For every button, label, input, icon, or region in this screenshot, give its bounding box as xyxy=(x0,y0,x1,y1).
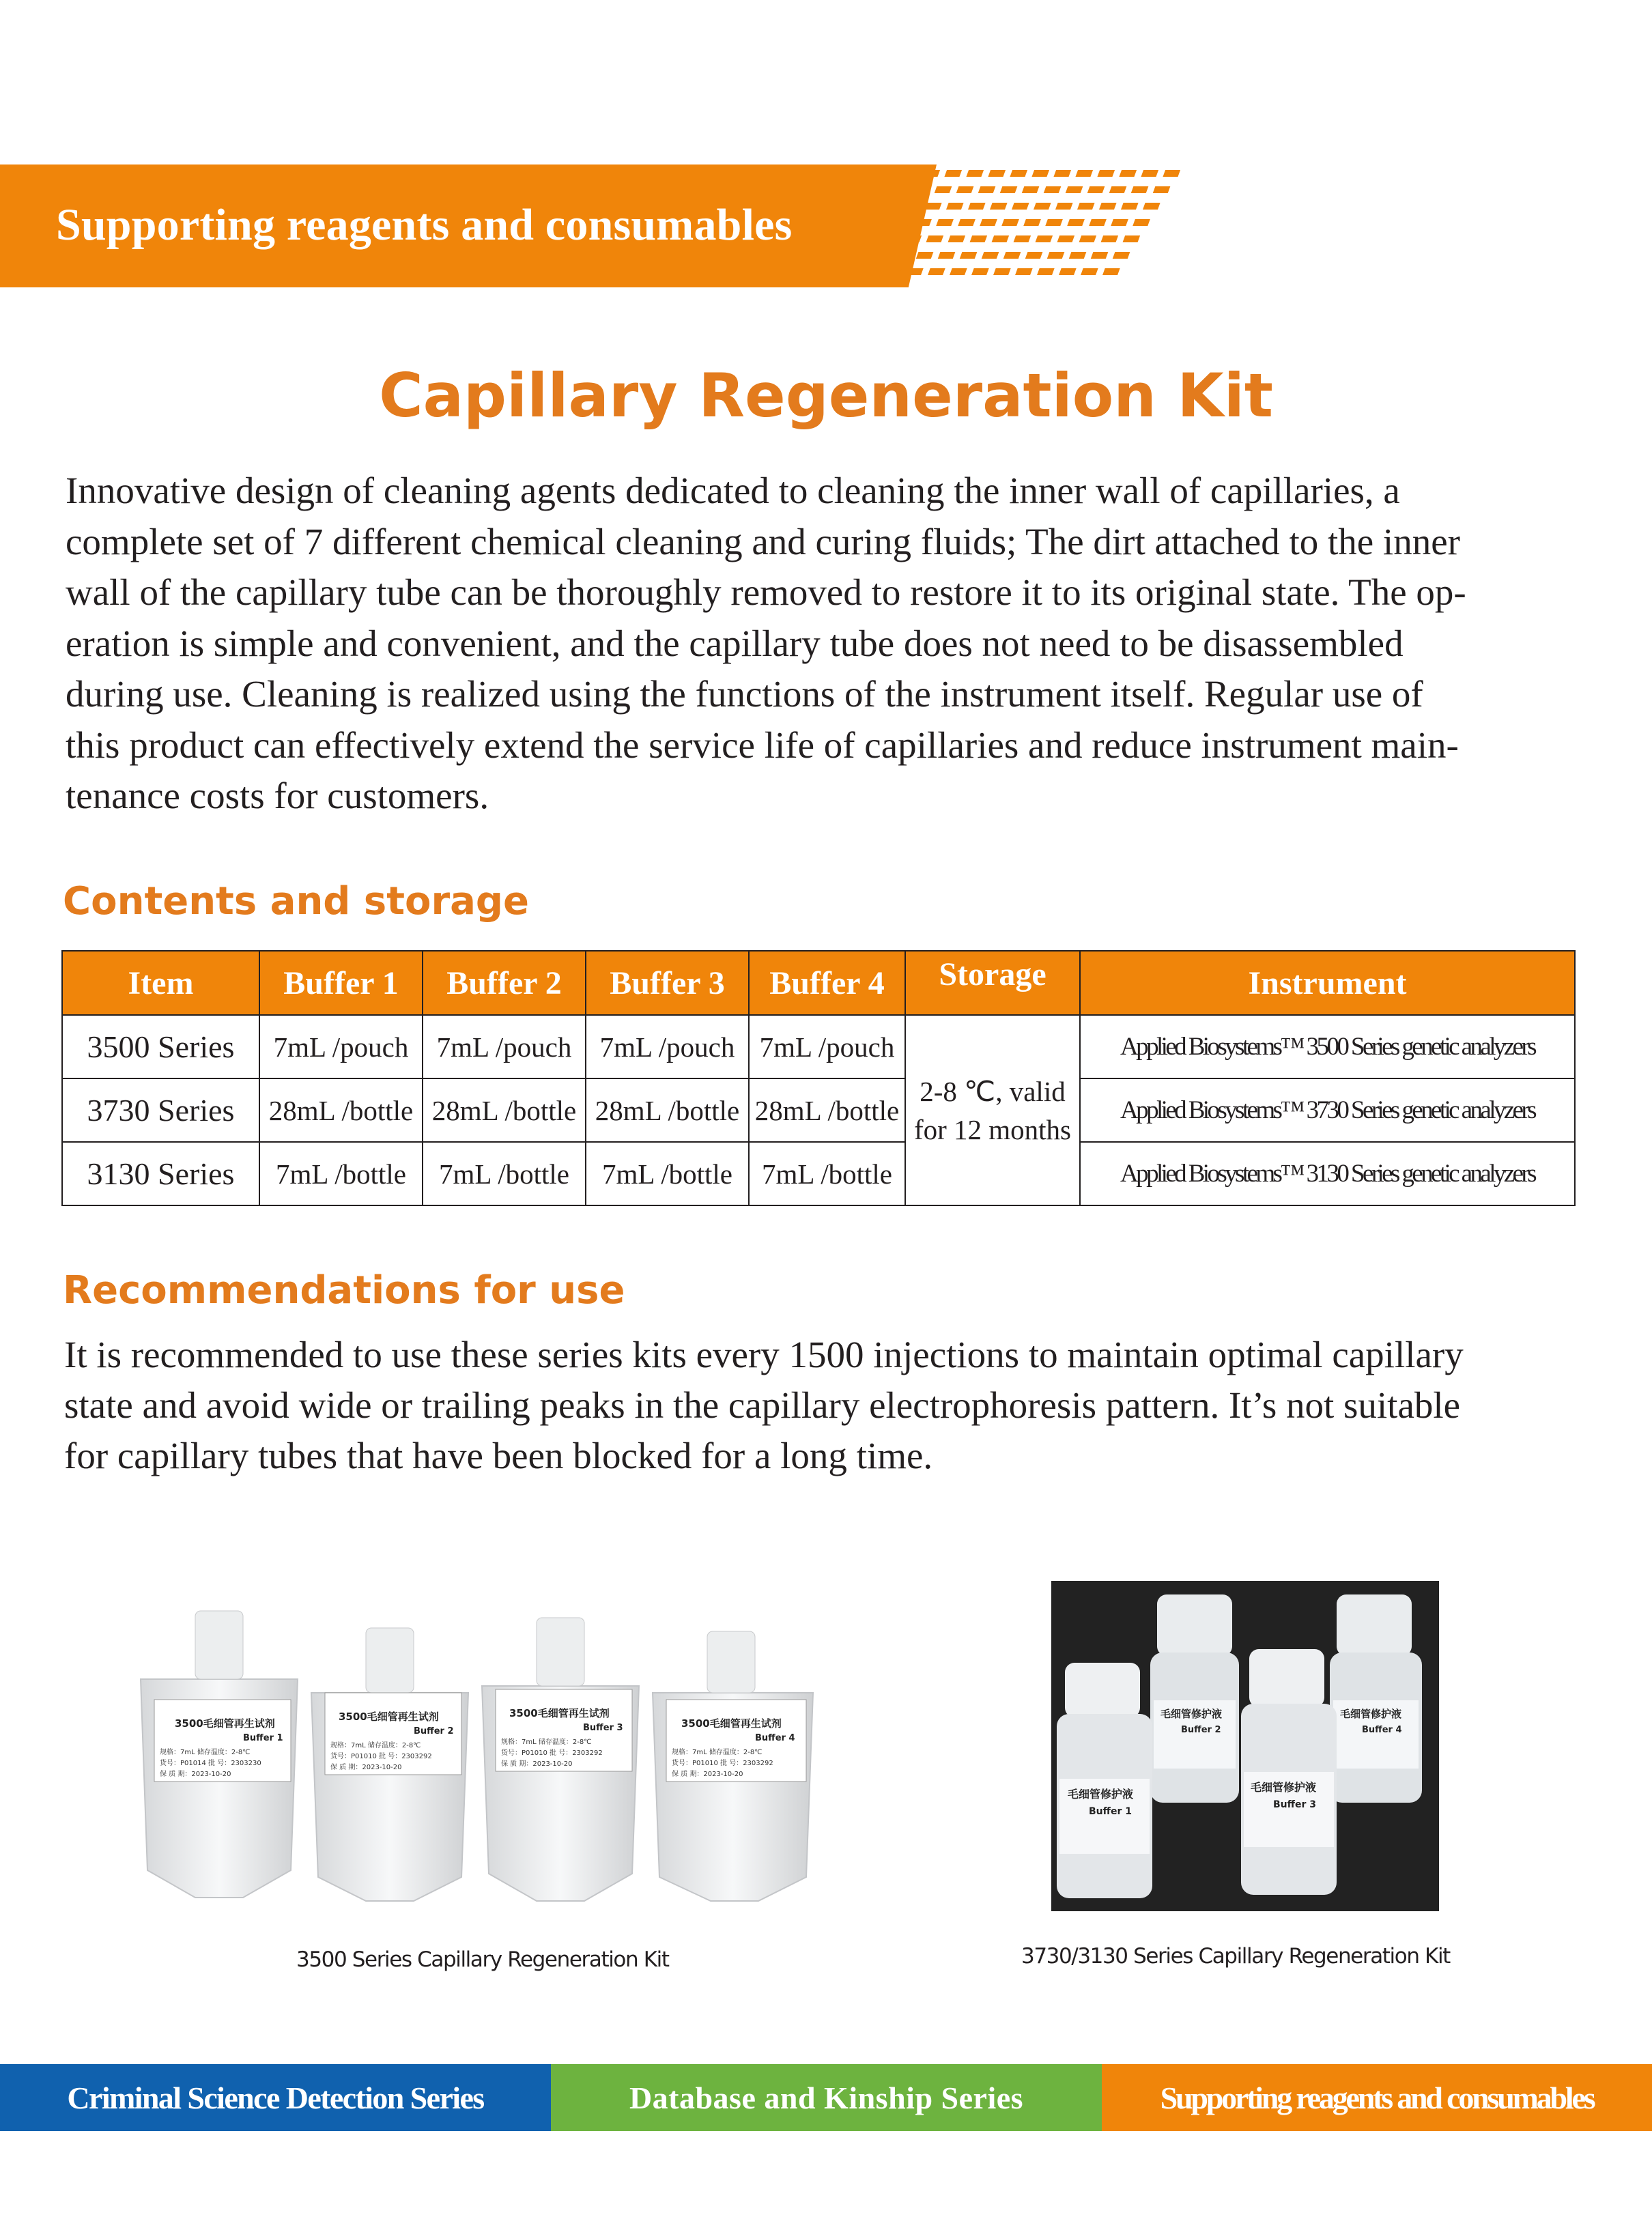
cell-buffer-3: 28mL /bottle xyxy=(586,1078,749,1142)
pouch-2 xyxy=(311,1628,468,1901)
banner-dot xyxy=(968,203,986,210)
intro-line: wall of the capillary tube can be thoroughly removed to restore it to its original state. The op- xyxy=(66,571,1466,613)
pouch-3 xyxy=(482,1618,639,1901)
banner-dot xyxy=(960,252,978,259)
banner-dot xyxy=(1067,219,1085,226)
pouch-label-line: 货号：P01010 批 号：2303292 xyxy=(501,1749,603,1757)
contents-heading: Contents and storage xyxy=(63,879,529,924)
banner-dot-pattern xyxy=(900,165,1186,287)
header-buffer-4: Buffer 4 xyxy=(749,951,905,1015)
banner-dot xyxy=(1131,186,1149,193)
rec-line: It is recommended to use these series kits every 1500 injections to maintain optimal capillary xyxy=(64,1334,1464,1375)
banner-dot xyxy=(1079,235,1097,242)
banner-dot xyxy=(1057,235,1075,242)
banner-dot xyxy=(1119,170,1137,177)
cell-buffer-4: 7mL /bottle xyxy=(749,1142,905,1205)
bottle-1 xyxy=(1057,1663,1152,1898)
intro-line: Innovative design of cleaning agents dedicated to cleaning the inner wall of capillaries, a xyxy=(66,470,1400,511)
contents-table xyxy=(61,950,1576,1206)
banner-dot xyxy=(1003,252,1021,259)
pouch-label-name: 3500毛细管再生试剂 xyxy=(339,1711,439,1723)
cell-buffer-2: 7mL /pouch xyxy=(423,1015,586,1078)
pouch-kit-image xyxy=(127,1597,830,1904)
header-buffer-3: Buffer 3 xyxy=(586,951,749,1015)
banner-dot xyxy=(900,252,911,259)
bottle-label-buffer: Buffer 3 xyxy=(1273,1799,1316,1810)
banner-dot xyxy=(1034,203,1051,210)
cell-buffer-1: 7mL /bottle xyxy=(259,1142,423,1205)
banner-dot xyxy=(1133,219,1150,226)
pouch-label-line: 规格：7mL 储存温度：2-8℃ xyxy=(501,1739,592,1746)
intro-line: complete set of 7 different chemical cleaning and curing fluids; The dirt attached to the inner xyxy=(66,520,1460,562)
banner-dot xyxy=(1066,186,1083,193)
pouch-label-buffer: Buffer 2 xyxy=(414,1726,454,1736)
bottle-label-buffer: Buffer 4 xyxy=(1362,1725,1402,1735)
pouch-label-line: 规格：7mL 储存温度：2-8℃ xyxy=(330,1742,421,1749)
storage-line: for 12 months xyxy=(913,1113,1072,1145)
bottle-3 xyxy=(1241,1649,1337,1895)
header-item: Item xyxy=(62,951,259,1015)
banner-dot xyxy=(902,203,920,210)
pouch-label-line: 保 质 期：2023-10-20 xyxy=(330,1764,402,1771)
banner-dot xyxy=(1089,219,1107,226)
intro-line: this product can effectively extend the service life of capillaries and reduce instrument main- xyxy=(66,724,1459,766)
pouch-label-line: 货号：P01010 批 号：2303292 xyxy=(330,1753,432,1760)
table-row xyxy=(62,1078,1575,1142)
cell-storage xyxy=(905,1015,1080,1205)
banner-dot xyxy=(1045,219,1063,226)
banner-dot xyxy=(1111,219,1128,226)
footer-tab-criminal-science[interactable]: Criminal Science Detection Series xyxy=(0,2064,551,2131)
bottle-kit-image xyxy=(1051,1581,1439,1911)
table-header-row xyxy=(62,951,1575,1015)
pouch-label-line: 货号：P01010 批 号：2303292 xyxy=(672,1760,773,1767)
banner-dot xyxy=(1055,203,1073,210)
banner-dot xyxy=(1153,186,1171,193)
banner-dot xyxy=(905,235,922,242)
banner-dot xyxy=(990,203,1008,210)
banner-dot xyxy=(1109,186,1127,193)
cell-buffer-2: 7mL /bottle xyxy=(423,1142,586,1205)
bottle-label-name: 毛细管修护液 xyxy=(1251,1781,1317,1794)
banner-dot xyxy=(1059,268,1077,275)
banner-dot xyxy=(1001,219,1019,226)
pouch-1 xyxy=(141,1611,298,1898)
pouch-label-name: 3500毛细管再生试剂 xyxy=(681,1717,782,1730)
banner-dot xyxy=(924,203,942,210)
banner-dot xyxy=(1123,235,1141,242)
header-buffer-2: Buffer 2 xyxy=(423,951,586,1015)
banner-dot xyxy=(958,219,975,226)
banner-dot xyxy=(1025,252,1043,259)
bottle-2 xyxy=(1150,1594,1239,1803)
banner-dot xyxy=(1047,252,1065,259)
banner-dot xyxy=(1099,203,1117,210)
pouch-label-line: 保 质 期：2023-10-20 xyxy=(672,1771,743,1778)
banner-dot xyxy=(944,170,962,177)
banner-dot xyxy=(1101,235,1119,242)
banner-dot xyxy=(1012,203,1029,210)
table-row xyxy=(62,1142,1575,1205)
banner-dot xyxy=(1141,170,1158,177)
banner-dot xyxy=(970,235,988,242)
banner-dot xyxy=(978,186,996,193)
banner-dot xyxy=(916,252,934,259)
pouch-label-name: 3500毛细管再生试剂 xyxy=(175,1717,275,1730)
banner-dot xyxy=(946,203,964,210)
footer-tab-database-kinship[interactable]: Database and Kinship Series xyxy=(551,2064,1102,2131)
cell-buffer-4: 7mL /pouch xyxy=(749,1015,905,1078)
caption-3730-3130: 3730/3130 Series Capillary Regeneration Kit xyxy=(1021,1944,1450,1969)
banner-dot xyxy=(1031,170,1049,177)
banner-dot xyxy=(1037,268,1055,275)
banner-dot xyxy=(980,219,997,226)
banner-dot xyxy=(900,219,910,226)
banner-dot xyxy=(1077,203,1095,210)
banner-dot xyxy=(982,252,999,259)
cell-buffer-3: 7mL /bottle xyxy=(586,1142,749,1205)
banner-dot xyxy=(1044,186,1062,193)
banner-dot xyxy=(993,268,1011,275)
banner-dot xyxy=(1143,203,1160,210)
banner-dot xyxy=(1022,186,1040,193)
header-buffer-1: Buffer 1 xyxy=(259,951,423,1015)
banner-dot xyxy=(1097,170,1115,177)
banner-dot xyxy=(1163,170,1180,177)
banner-dot xyxy=(1087,186,1105,193)
intro-paragraph xyxy=(66,466,1588,822)
banner-dot xyxy=(966,170,984,177)
pouch-label-line: 货号：P01014 批 号：2303230 xyxy=(160,1760,261,1767)
intro-line: eration is simple and convenient, and the capillary tube does not need to be disassembled xyxy=(66,622,1404,664)
bottle-label-name: 毛细管修护液 xyxy=(1340,1708,1402,1720)
banner-dot xyxy=(956,186,974,193)
cell-buffer-2: 28mL /bottle xyxy=(423,1078,586,1142)
table-row xyxy=(62,1015,1575,1078)
cell-instrument: Applied Biosystems™ 3130 Series genetic analyzers xyxy=(1080,1142,1575,1205)
cell-buffer-1: 28mL /bottle xyxy=(259,1078,423,1142)
header-storage: Storage xyxy=(905,951,1080,1015)
pouch-4 xyxy=(653,1631,813,1901)
pouch-label-line: 保 质 期：2023-10-20 xyxy=(501,1760,573,1768)
cell-instrument: Applied Biosystems™ 3500 Series genetic analyzers xyxy=(1080,1015,1575,1078)
banner-dot xyxy=(1102,268,1120,275)
banner-dot xyxy=(1075,170,1093,177)
intro-line: tenance costs for customers. xyxy=(66,775,489,816)
banner-dot xyxy=(928,268,945,275)
pouch-label-line: 保 质 期：2023-10-20 xyxy=(160,1771,231,1778)
bottle-4 xyxy=(1330,1594,1422,1803)
recommendations-paragraph xyxy=(64,1330,1593,1481)
banner-dot xyxy=(1014,235,1031,242)
page-title: Capillary Regeneration Kit xyxy=(379,360,1273,431)
banner-dot xyxy=(938,252,956,259)
rec-line: state and avoid wide or trailing peaks in the capillary electrophoresis pattern. It’s not suitable xyxy=(64,1384,1461,1426)
banner-dot xyxy=(1081,268,1098,275)
intro-line: during use. Cleaning is realized using the functions of the instrument itself. Regular use of xyxy=(66,673,1423,715)
caption-3500: 3500 Series Capillary Regeneration Kit xyxy=(296,1947,669,1972)
cell-buffer-3: 7mL /pouch xyxy=(586,1015,749,1078)
cell-instrument: Applied Biosystems™ 3730 Series genetic analyzers xyxy=(1080,1078,1575,1142)
banner-dot xyxy=(971,268,989,275)
footer-nav xyxy=(0,2064,1652,2131)
rec-line: for capillary tubes that have been blocked for a long time. xyxy=(64,1435,933,1476)
banner-dot xyxy=(914,219,932,226)
recommendations-heading: Recommendations for use xyxy=(63,1268,625,1313)
bottle-label-buffer: Buffer 2 xyxy=(1181,1725,1221,1735)
banner-dot xyxy=(950,268,967,275)
banner-dot xyxy=(1036,235,1053,242)
banner-dot xyxy=(1015,268,1033,275)
banner-dot xyxy=(1113,252,1130,259)
banner-dot xyxy=(906,268,924,275)
pouch-label-line: 规格：7mL 储存温度：2-8℃ xyxy=(672,1749,763,1756)
header-instrument: Instrument xyxy=(1080,951,1575,1015)
banner-dot xyxy=(935,186,952,193)
pouch-label-name: 3500毛细管再生试剂 xyxy=(509,1707,610,1719)
cell-item: 3130 Series xyxy=(62,1142,259,1205)
banner-dot xyxy=(1069,252,1087,259)
cell-item: 3730 Series xyxy=(62,1078,259,1142)
banner-title: Supporting reagents and consumables xyxy=(56,200,793,250)
cell-buffer-4: 28mL /bottle xyxy=(749,1078,905,1142)
pouch-label-buffer: Buffer 3 xyxy=(583,1723,623,1733)
banner-dot xyxy=(1091,252,1109,259)
bottle-label-name: 毛细管修护液 xyxy=(1160,1708,1223,1720)
banner-dot xyxy=(992,235,1010,242)
banner-dot xyxy=(1121,203,1139,210)
banner-dot xyxy=(988,170,1006,177)
banner-dot xyxy=(936,219,954,226)
banner-dot xyxy=(913,186,930,193)
pouch-label-buffer: Buffer 1 xyxy=(243,1733,283,1743)
banner-dot xyxy=(1023,219,1041,226)
pouch-label-line: 规格：7mL 储存温度：2-8℃ xyxy=(160,1749,251,1756)
bottle-label-name: 毛细管修护液 xyxy=(1068,1788,1134,1801)
banner-dot xyxy=(1010,170,1027,177)
banner-dot xyxy=(1000,186,1018,193)
storage-line: 2-8 ℃, valid xyxy=(920,1075,1066,1107)
banner-dot xyxy=(900,268,902,275)
pouch-label-buffer: Buffer 4 xyxy=(755,1733,795,1743)
footer-tab-supporting-reagents[interactable]: Supporting reagents and consumables xyxy=(1102,2064,1652,2131)
banner-dot xyxy=(948,235,966,242)
banner-dot xyxy=(1053,170,1071,177)
bottle-label-buffer: Buffer 1 xyxy=(1089,1806,1132,1817)
cell-buffer-1: 7mL /pouch xyxy=(259,1015,423,1078)
banner-dot xyxy=(922,170,940,177)
cell-item: 3500 Series xyxy=(62,1015,259,1078)
banner-dot xyxy=(926,235,944,242)
